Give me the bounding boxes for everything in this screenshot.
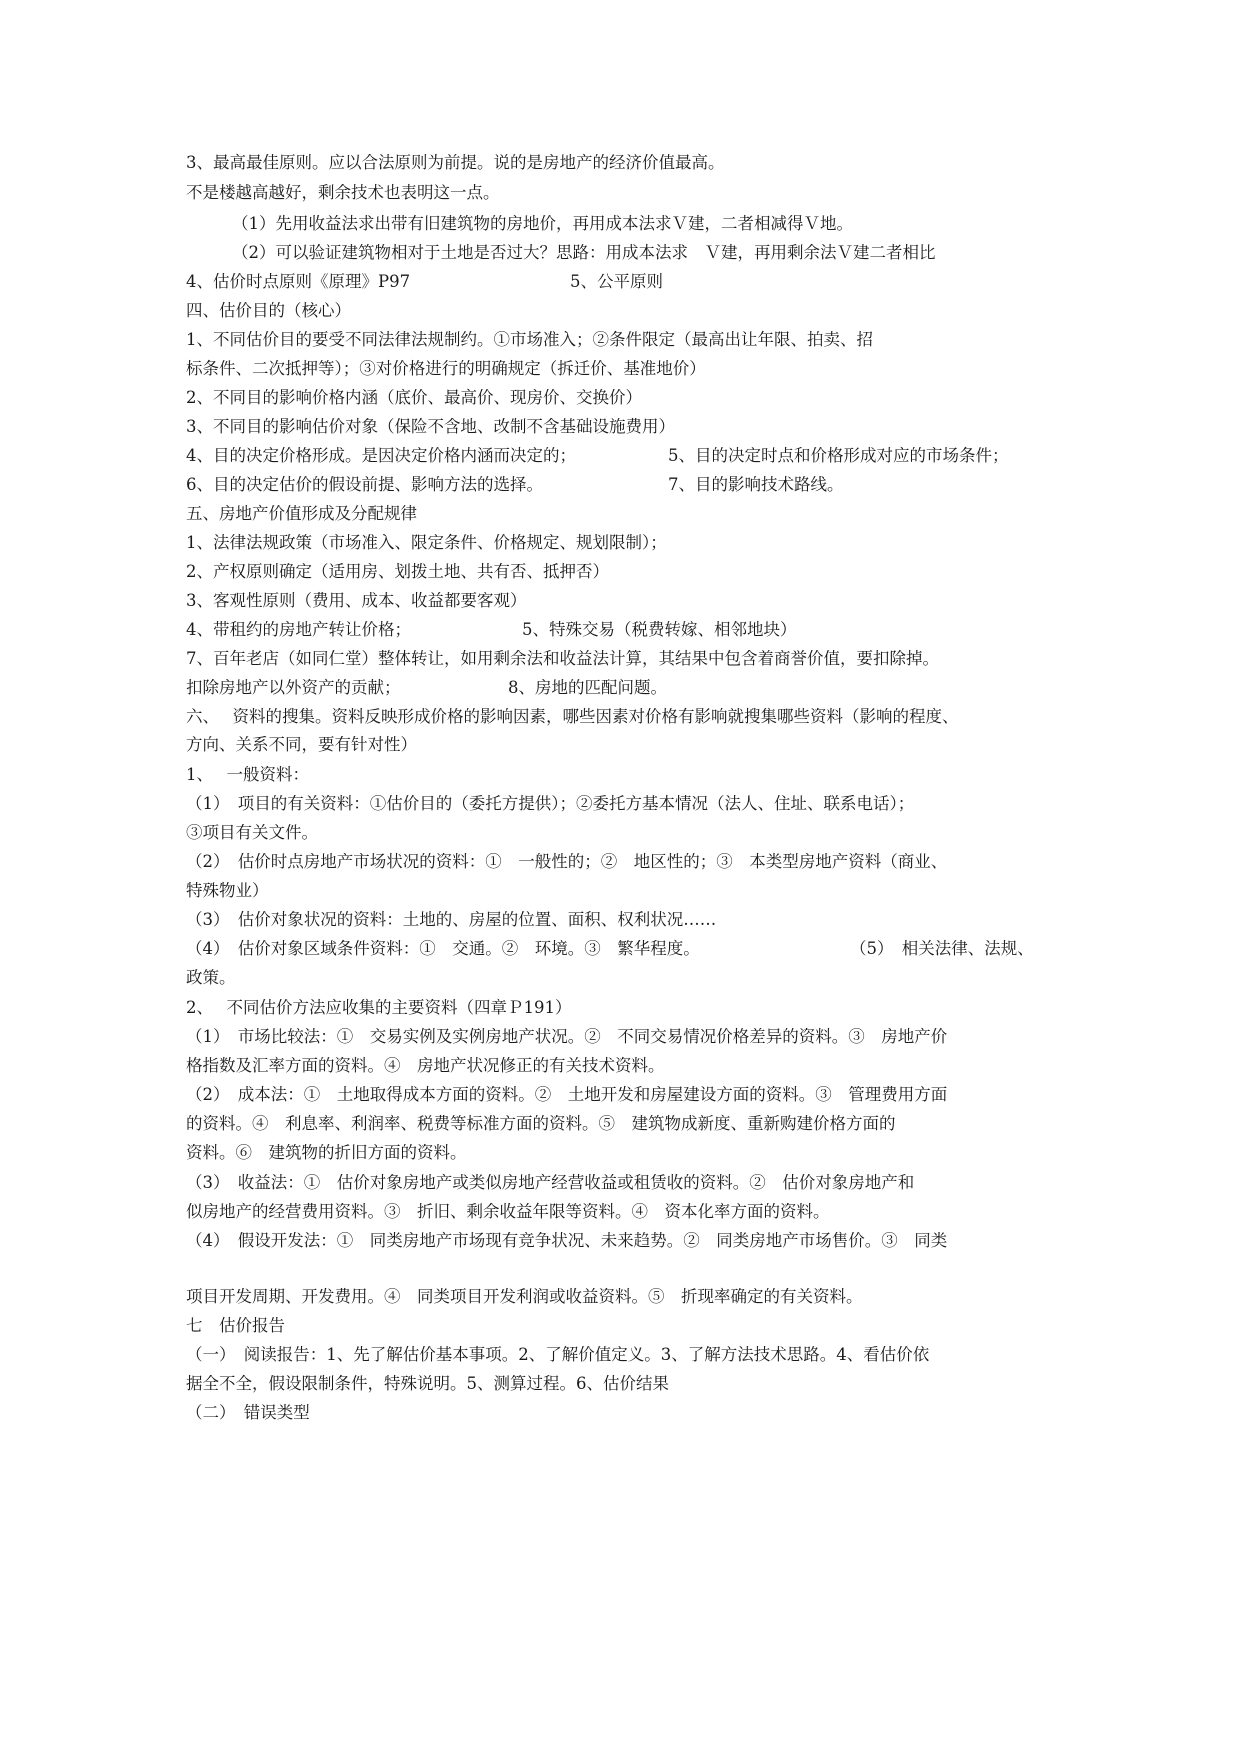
line-text: 扣除房地产以外资产的贡献； [186, 678, 401, 697]
line-text: （1） 市场比较法：① 交易实例及实例房地产状况。② 不同交易情况价格差异的资料。③ 房地产价 [186, 1027, 948, 1046]
line-text: 1、法律法规政策（市场准入、限定条件、价格规定、规划限制）； [186, 533, 667, 552]
line-text-column-2: （5） 相关法律、法规、 [850, 939, 1034, 958]
line-text: （4） 假设开发法：① 同类房地产市场现有竞争状况、未来趋势。② 同类房地产市场售价。③ 同类 [186, 1231, 948, 1250]
line-text: 标条件、二次抵押等）；③对价格进行的明确规定（拆迁价、基准地价） [186, 359, 706, 378]
line-text: 特殊物业） [186, 881, 269, 900]
line-text: 资料。⑥ 建筑物的折旧方面的资料。 [186, 1143, 467, 1162]
line-text: 6、目的决定估价的假设前提、影响方法的选择。 [186, 475, 543, 494]
line-text: 方向、关系不同，要有针对性） [186, 735, 417, 754]
line-text-column-2: 8、房地的匹配问题。 [508, 678, 667, 697]
line-text: 似房地产的经营费用资料。③ 折旧、剩余收益年限等资料。④ 资本化率方面的资料。 [186, 1202, 830, 1221]
line-text: （1）先用收益法求出带有旧建筑物的房地价，再用成本法求Ｖ建，二者相减得Ｖ地。 [232, 214, 853, 233]
line-text: 4、目的决定价格形成。是因决定价格内涵而决定的； [186, 446, 576, 465]
line-text: 7、百年老店（如同仁堂）整体转让，如用剩余法和收益法计算，其结果中包含着商誉价值，要扣除掉。 [186, 649, 939, 668]
line-text: ③项目有关文件。 [186, 823, 318, 842]
line-text: （1） 项目的有关资料：①估价目的（委托方提供）；②委托方基本情况（法人、住址、联系电话）； [186, 794, 915, 813]
line-text: （3） 估价对象状况的资料：土地的、房屋的位置、面积、权利状况…… [186, 910, 717, 929]
line-text: （二） 错误类型 [186, 1403, 310, 1422]
line-text: 四、估价目的（核心） [186, 301, 351, 320]
line-text-column-2: 7、目的影响技术路线。 [668, 475, 844, 494]
line-text-column-2: 5、目的决定时点和价格形成对应的市场条件； [668, 446, 1009, 465]
line-text-column-2: 5、特殊交易（税费转嫁、相邻地块） [522, 620, 797, 639]
line-text: 4、带租约的房地产转让价格； [186, 620, 411, 639]
line-text: 3、不同目的影响估价对象（保险不含地、改制不含基础设施费用） [186, 417, 675, 436]
line-text: 1、不同估价目的要受不同法律法规制约。①市场准入；②条件限定（最高出让年限、拍卖、招 [186, 330, 873, 349]
line-text: 2、不同目的影响价格内涵（底价、最高价、现房价、交换价） [186, 388, 642, 407]
line-text: （3） 收益法：① 估价对象房地产或类似房地产经营收益或租赁收的资料。② 估价对象房地产和 [186, 1173, 915, 1192]
line-text: 格指数及汇率方面的资料。④ 房地产状况修正的有关技术资料。 [186, 1056, 665, 1075]
line-text: 不是楼越高越好，剩余技术也表明这一点。 [186, 183, 500, 202]
line-text: 的资料。④ 利息率、利润率、税费等标准方面的资料。⑤ 建筑物成新度、重新购建价格方面的 [186, 1114, 896, 1133]
line-text: 4、估价时点原则《原理》P97 [186, 272, 411, 291]
line-text: （一） 阅读报告：1、先了解估价基本事项。2、了解价值定义。3、了解方法技术思路。4、看估价依 [186, 1345, 930, 1364]
line-text: 2、 不同估价方法应收集的主要资料（四章Ｐ191） [186, 998, 572, 1017]
line-text: 五、房地产价值形成及分配规律 [186, 504, 417, 523]
line-text: （2）可以验证建筑物相对于土地是否过大？思路：用成本法求 Ｖ建，再用剩余法Ｖ建二者相比 [232, 243, 936, 262]
line-text: （2） 估价时点房地产市场状况的资料：① 一般性的；② 地区性的；③ 本类型房地产资料（商业、 [186, 852, 948, 871]
line-text: 六、 资料的搜集。资料反映形成价格的影响因素，哪些因素对价格有影响就搜集哪些资料（影响的程度、 [186, 707, 959, 726]
line-text: 七 估价报告 [186, 1316, 285, 1335]
line-text: 政策。 [186, 968, 236, 987]
line-text: 3、最高最佳原则。应以合法原则为前提。说的是房地产的经济价值最高。 [186, 153, 725, 172]
line-text: 2、产权原则确定（适用房、划拨土地、共有否、抵押否） [186, 562, 609, 581]
line-text: 1、 一般资料： [186, 765, 309, 784]
line-text: （4） 估价对象区域条件资料：① 交通。② 环境。③ 繁华程度。 [186, 939, 700, 958]
line-text-column-2: 5、公平原则 [570, 272, 663, 291]
line-text: 3、客观性原则（费用、成本、收益都要客观） [186, 591, 527, 610]
line-text: 项目开发周期、开发费用。④ 同类项目开发利润或收益资料。⑤ 折现率确定的有关资料。 [186, 1287, 863, 1306]
line-text: （2） 成本法：① 土地取得成本方面的资料。② 土地开发和房屋建设方面的资料。③ 管理费用方面 [186, 1085, 948, 1104]
line-text: 据全不全，假设限制条件，特殊说明。5、测算过程。6、估价结果 [186, 1374, 669, 1393]
